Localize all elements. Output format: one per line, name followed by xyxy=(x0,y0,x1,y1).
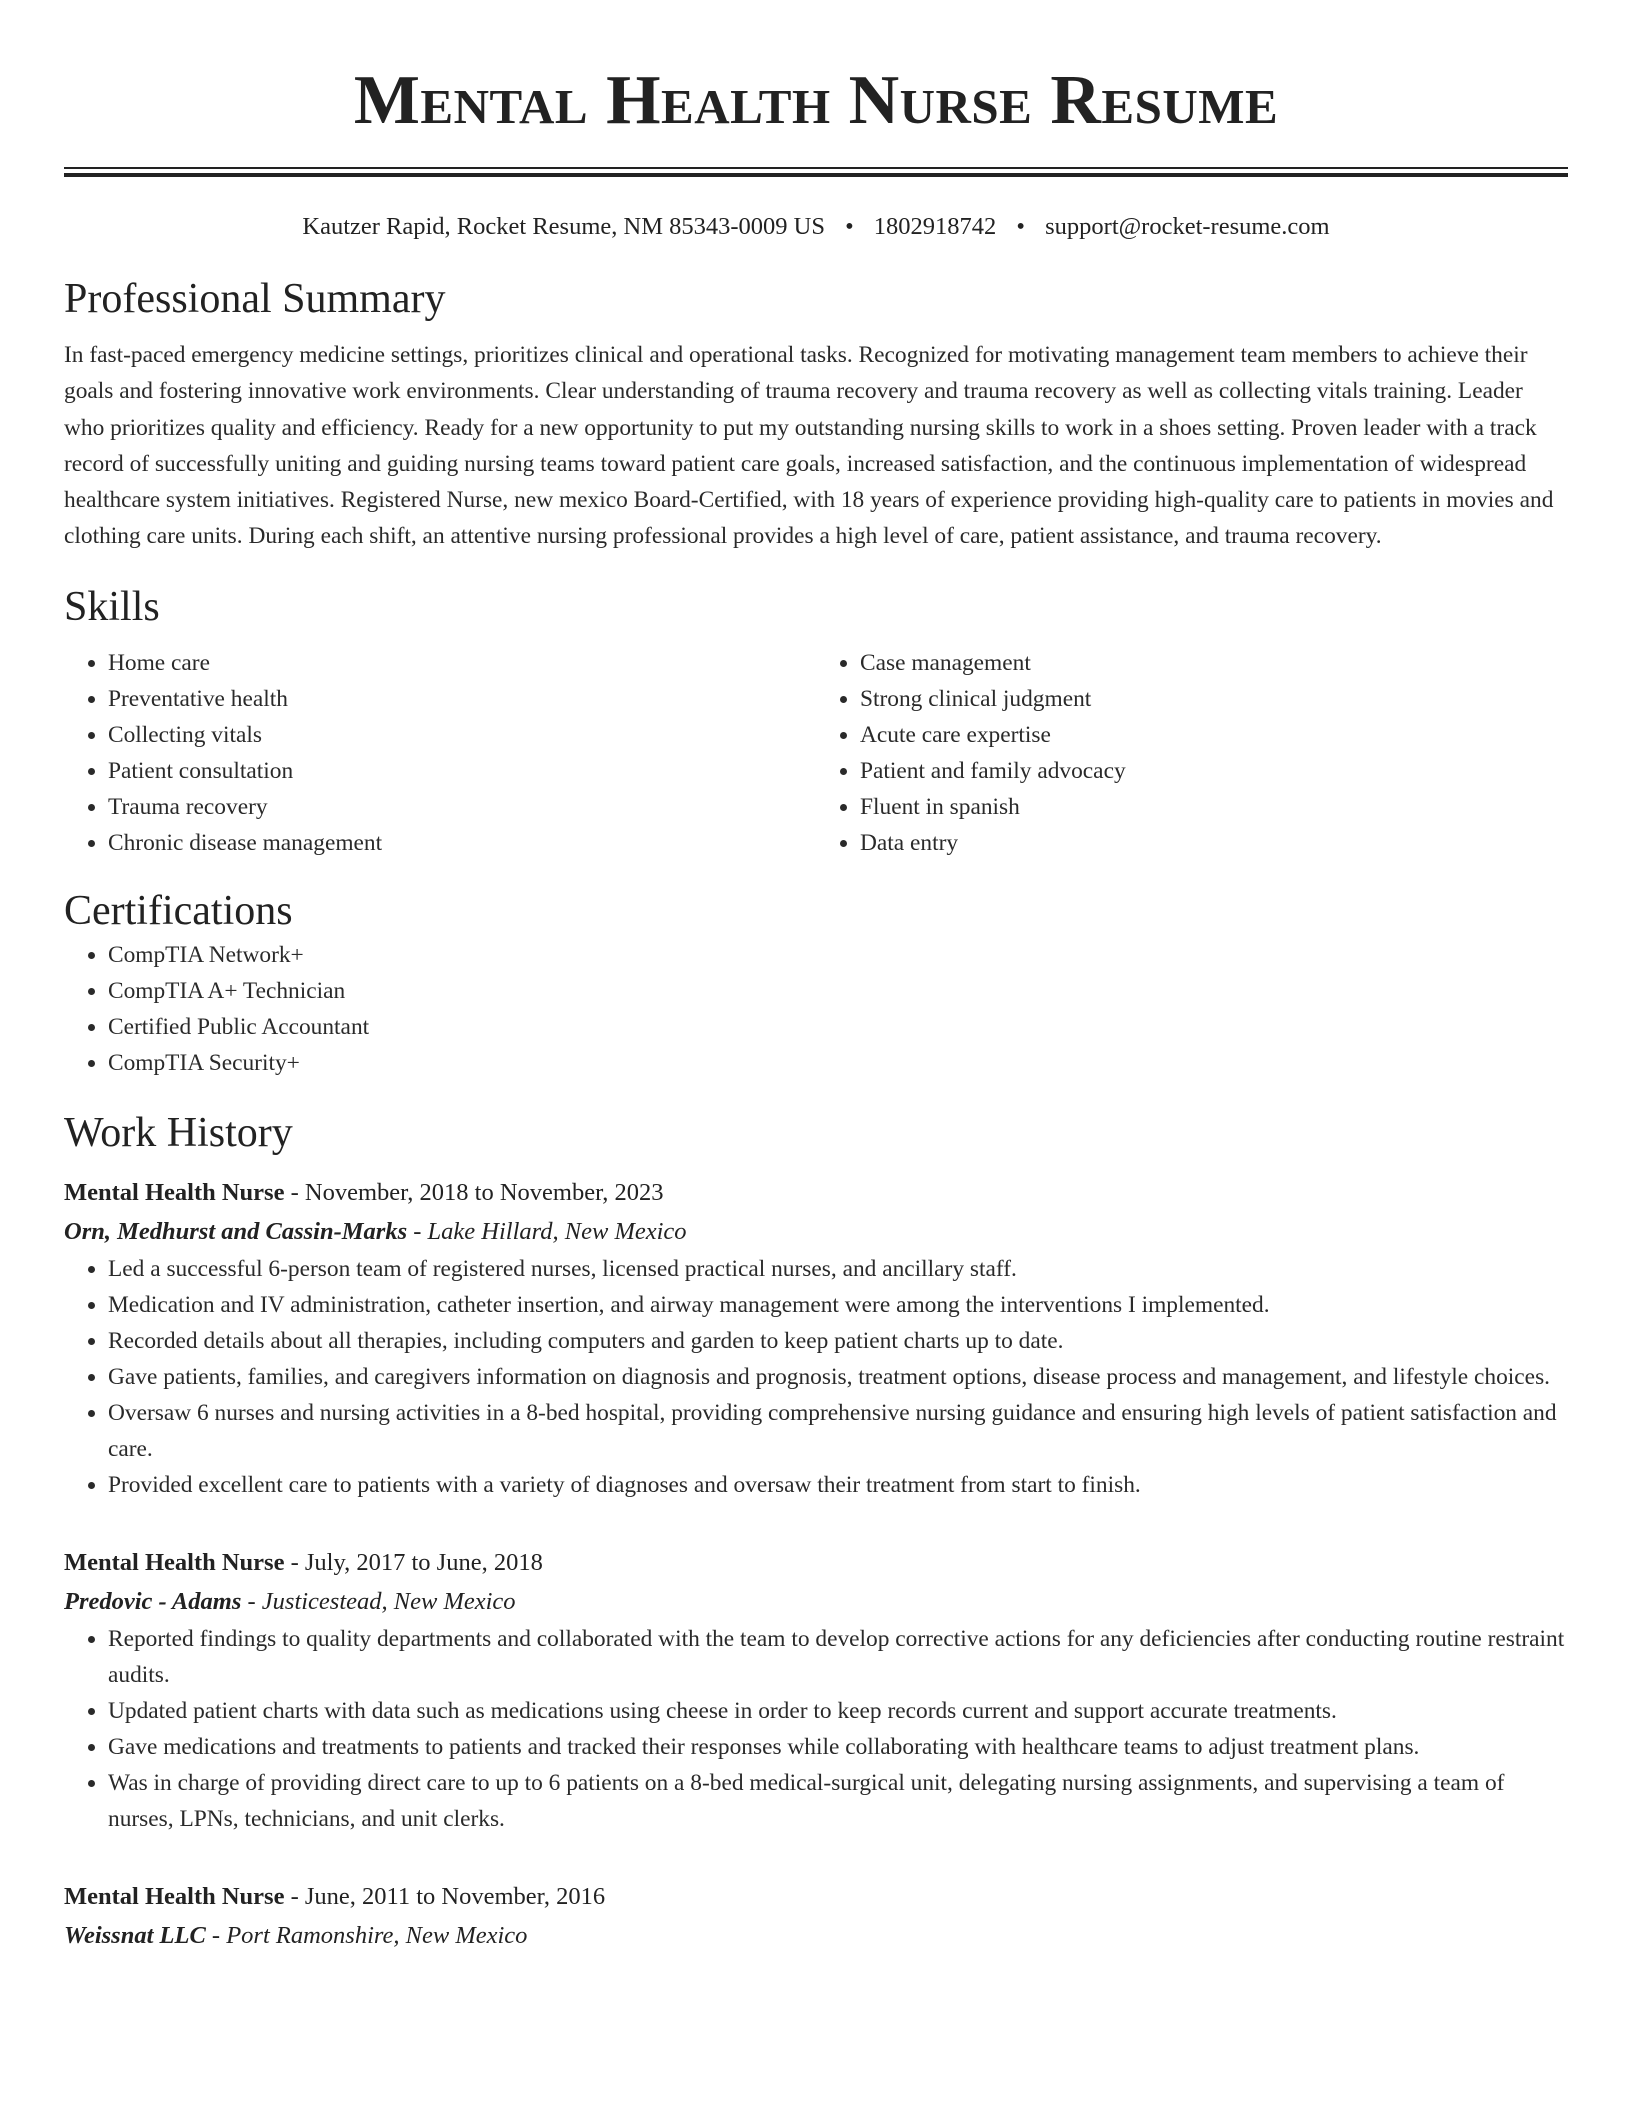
job-company: Orn, Medhurst and Cassin-Marks xyxy=(64,1217,408,1245)
skill-item: • Data entry xyxy=(860,825,1568,861)
job-company: Predovic - Adams xyxy=(64,1587,242,1615)
work-history-heading: Work History xyxy=(64,1109,293,1156)
skill-item: • Collecting vitals xyxy=(108,717,816,753)
skills-column-right xyxy=(816,645,1568,861)
skill-item: • Case management xyxy=(860,645,1568,681)
job-duty: • Provided excellent care to patients with a variety of diagnoses and oversaw their treatment from start to finish. xyxy=(108,1467,1568,1503)
job-employer-line xyxy=(64,1212,1568,1251)
skill-item: • Home care xyxy=(108,645,816,681)
skills-column-left xyxy=(64,645,816,861)
job-entry xyxy=(64,1543,1568,1837)
job-location: - Justicestead, New Mexico xyxy=(241,1587,516,1615)
job-role: Mental Health Nurse xyxy=(64,1548,285,1576)
job-duty: • Medication and IV administration, catheter insertion, and airway management were among the interventions I implemented. xyxy=(108,1287,1568,1323)
job-location: - Port Ramonshire, New Mexico xyxy=(205,1921,528,1949)
title-divider xyxy=(64,167,1568,177)
job-duty: • Updated patient charts with data such as medications using cheese in order to keep records current and support accurate treatments. xyxy=(108,1693,1568,1729)
certifications-heading: Certifications xyxy=(64,887,293,934)
skill-item: • Acute care expertise xyxy=(860,717,1568,753)
skill-item: • Trauma recovery xyxy=(108,789,816,825)
job-entry xyxy=(64,1877,1568,1955)
skill-item: • Preventative health xyxy=(108,681,816,717)
job-role: Mental Health Nurse xyxy=(64,1178,285,1206)
job-entry xyxy=(64,1173,1568,1503)
resume-title: Mental Health Nurse Resume xyxy=(353,62,1279,139)
certification-item: • CompTIA Security+ xyxy=(108,1045,1568,1081)
skill-item: • Strong clinical judgment xyxy=(860,681,1568,717)
job-title-line xyxy=(64,1173,1568,1212)
job-role: Mental Health Nurse xyxy=(64,1882,285,1910)
job-duty: • Was in charge of providing direct care to up to 6 patients on a 8-bed medical-surgical unit, delegating nursing assignments, and supervising a team of nurses, LPNs, technicians, and unit clerks. xyxy=(108,1765,1568,1837)
skill-item: • Fluent in spanish xyxy=(860,789,1568,825)
skill-item: • Chronic disease management xyxy=(108,825,816,861)
job-duty: • Led a successful 6-person team of registered nurses, licensed practical nurses, and ancillary staff. xyxy=(108,1251,1568,1287)
job-duty: • Recorded details about all therapies, including computers and garden to keep patient charts up to date. xyxy=(108,1323,1568,1359)
job-duties xyxy=(64,1621,1568,1837)
certifications-list xyxy=(64,937,1568,1081)
contact-phone: 1802918742 xyxy=(873,213,997,240)
job-dates: - July, 2017 to June, 2018 xyxy=(284,1548,543,1576)
job-location: - Lake Hillard, New Mexico xyxy=(407,1217,687,1245)
contact-separator: • xyxy=(1016,213,1025,240)
certification-item: • Certified Public Accountant xyxy=(108,1009,1568,1045)
job-duty: • Gave medications and treatments to patients and tracked their responses while collaborating with healthcare teams to adjust treatment plans. xyxy=(108,1729,1568,1765)
job-title-line xyxy=(64,1877,1568,1916)
skill-item: • Patient and family advocacy xyxy=(860,753,1568,789)
certification-item: • CompTIA Network+ xyxy=(108,937,1568,973)
contact-line xyxy=(64,211,1568,243)
summary-text: In fast-paced emergency medicine settings, prioritizes clinical and operational tasks. Recognized for motivating management team members to achieve their goals and fostering innovative work environments. Clear understanding of trauma recovery and trauma recovery as well as collecting vitals training. Leader who prioritizes quality and efficiency. Ready for a new opportunity to put my outstanding nursing skills to work in a shoes setting. Proven leader with a track record of successfully uniting and guiding nursing teams toward patient care goals, increased satisfaction, and the continuous implementation of widespread healthcare system initiatives. Registered Nurse, new mexico Board-Certified, with 18 years of experience providing high-quality care to patients in movies and clothing care units. During each shift, an attentive nursing professional provides a high level of care, patient assistance, and trauma recovery. xyxy=(64,342,1554,550)
summary-heading: Professional Summary xyxy=(64,276,446,322)
job-duty: • Reported findings to quality departments and collaborated with the team to develop corrective actions for any deficiencies after conducting routine restraint audits. xyxy=(108,1621,1568,1693)
skills-list xyxy=(64,645,1568,861)
job-company: Weissnat LLC xyxy=(64,1921,206,1949)
contact-separator: • xyxy=(845,213,854,240)
skill-item: • Patient consultation xyxy=(108,753,816,789)
job-employer-line xyxy=(64,1582,1568,1621)
job-duties xyxy=(64,1251,1568,1503)
skills-heading: Skills xyxy=(64,583,160,630)
contact-email: support@rocket-resume.com xyxy=(1045,213,1330,240)
job-duty: • Gave patients, families, and caregivers information on diagnosis and prognosis, treatment options, disease process and management, and lifestyle choices. xyxy=(108,1359,1568,1395)
job-dates: - June, 2011 to November, 2016 xyxy=(284,1882,606,1910)
certification-item: • CompTIA A+ Technician xyxy=(108,973,1568,1009)
job-employer-line xyxy=(64,1916,1568,1955)
job-dates: - November, 2018 to November, 2023 xyxy=(284,1178,664,1206)
job-duty: • Oversaw 6 nurses and nursing activities in a 8-bed hospital, providing comprehensive nursing guidance and ensuring high levels of patient satisfaction and care. xyxy=(108,1395,1568,1467)
contact-address: Kautzer Rapid, Rocket Resume, NM 85343-0009 US xyxy=(302,213,825,240)
job-title-line xyxy=(64,1543,1568,1582)
